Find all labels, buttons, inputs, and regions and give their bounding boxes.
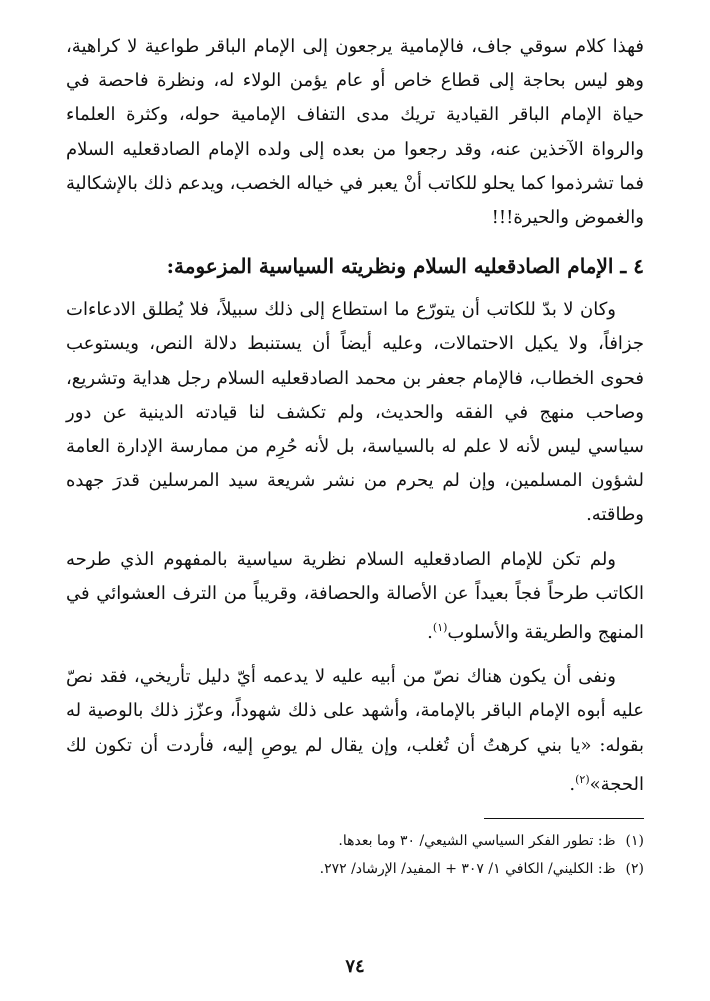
paragraph-4-end: . — [569, 773, 576, 795]
paragraph-3 — [66, 543, 644, 651]
footnote-2-text: ظ: الكليني/ الكافي ١/ ٣٠٧ + المفيد/ الإرشاد/ ٢٧٢. — [319, 861, 616, 878]
paragraph-2: وكان لا بدّ للكاتب أن يتورّع ما استطاع إلى ذلك سبيلاً، فلا يُطلق الادعاءات جزافاً، ولا يكيل الاحتمالات، وعليه أيضاً أن يستنبط دلالة النص، ويستوعب فحوى الخطاب، فالإمام جعفر بن محمد الصادقعليه السلام رجل هداية وتشريع، وصاحب منهج في الفقه والحديث، ولم تكشف لنا قيادته الدينية عن دور سياسي ليس لأنه لا علم له بالسياسة، بل لأنه حُرِم من ممارسة الإدارة العامة لشؤون المسلمين، وإن لم يحرم من نشر شريعة سيد المرسلين قدرَ جهده وطاقته. — [66, 299, 644, 526]
page-number: ٧٤ — [345, 956, 365, 977]
footnote-2 — [66, 855, 644, 883]
footnote-divider — [484, 818, 644, 819]
footnote-ref-1: (١) — [432, 621, 448, 635]
paragraph-4 — [66, 660, 644, 802]
paragraph-3-end: . — [427, 622, 433, 644]
footnotes — [66, 827, 644, 883]
footnote-1-text: ظ: تطور الفكر السياسي الشيعي/ ٣٠ وما بعدها. — [338, 833, 616, 850]
footnote-ref-2: (٢) — [575, 772, 590, 786]
page-body — [66, 30, 644, 883]
paragraph-4-text: ونفى أن يكون هناك نصّ من أبيه عليه لا يدعمه أيّ دليل تأريخي، فقد نصّ عليه أبوه الإمام الباقر بالإمامة، وأشهد على ذلك شهوداً، وعزّز ذلك بالوصية له بقوله: «يا بني كرهتُ أن تُغلب، وإن يقال لم يوصِ إليه، فأردت أن تكون لك الحجة» — [66, 666, 644, 795]
section-heading: ٤ ـ الإمام الصادقعليه السلام ونظريته السياسية المزعومة: — [166, 254, 644, 279]
paragraph-3-text: ولم تكن للإمام الصادقعليه السلام نظرية سياسية بالمفهوم الذي طرحه الكاتب طرحاً فجاً بعيداً عن الأصالة والحصافة، وقريباً من الترف العشوائي في المنهج والطريقة والأسلوب — [66, 548, 644, 644]
paragraph-1: فهذا كلام سوقي جاف، فالإمامية يرجعون إلى الإمام الباقر طواعية لا كراهية، وهو ليس بحاجة إلى قطاع خاص أو عام يؤمن الولاء له، ونظرة فاحصة في حياة الإمام الباقر القيادية تريك مدى التفاف الإمامية حوله، وكثرة العلماء والرواة الآخذين عنه، وقد رجعوا من بعده إلى ولده الإمام الصادقعليه السلام فما تشرذموا كما يحلو للكاتب أنْ يعبر في خياله الخصب، ويدعم ذلك بالإشكالية والغموض والحيرة!!! — [66, 36, 644, 229]
footnote-2-number: (٢) — [625, 861, 644, 878]
footnote-1 — [66, 827, 644, 855]
footnote-1-number: (١) — [625, 833, 644, 850]
